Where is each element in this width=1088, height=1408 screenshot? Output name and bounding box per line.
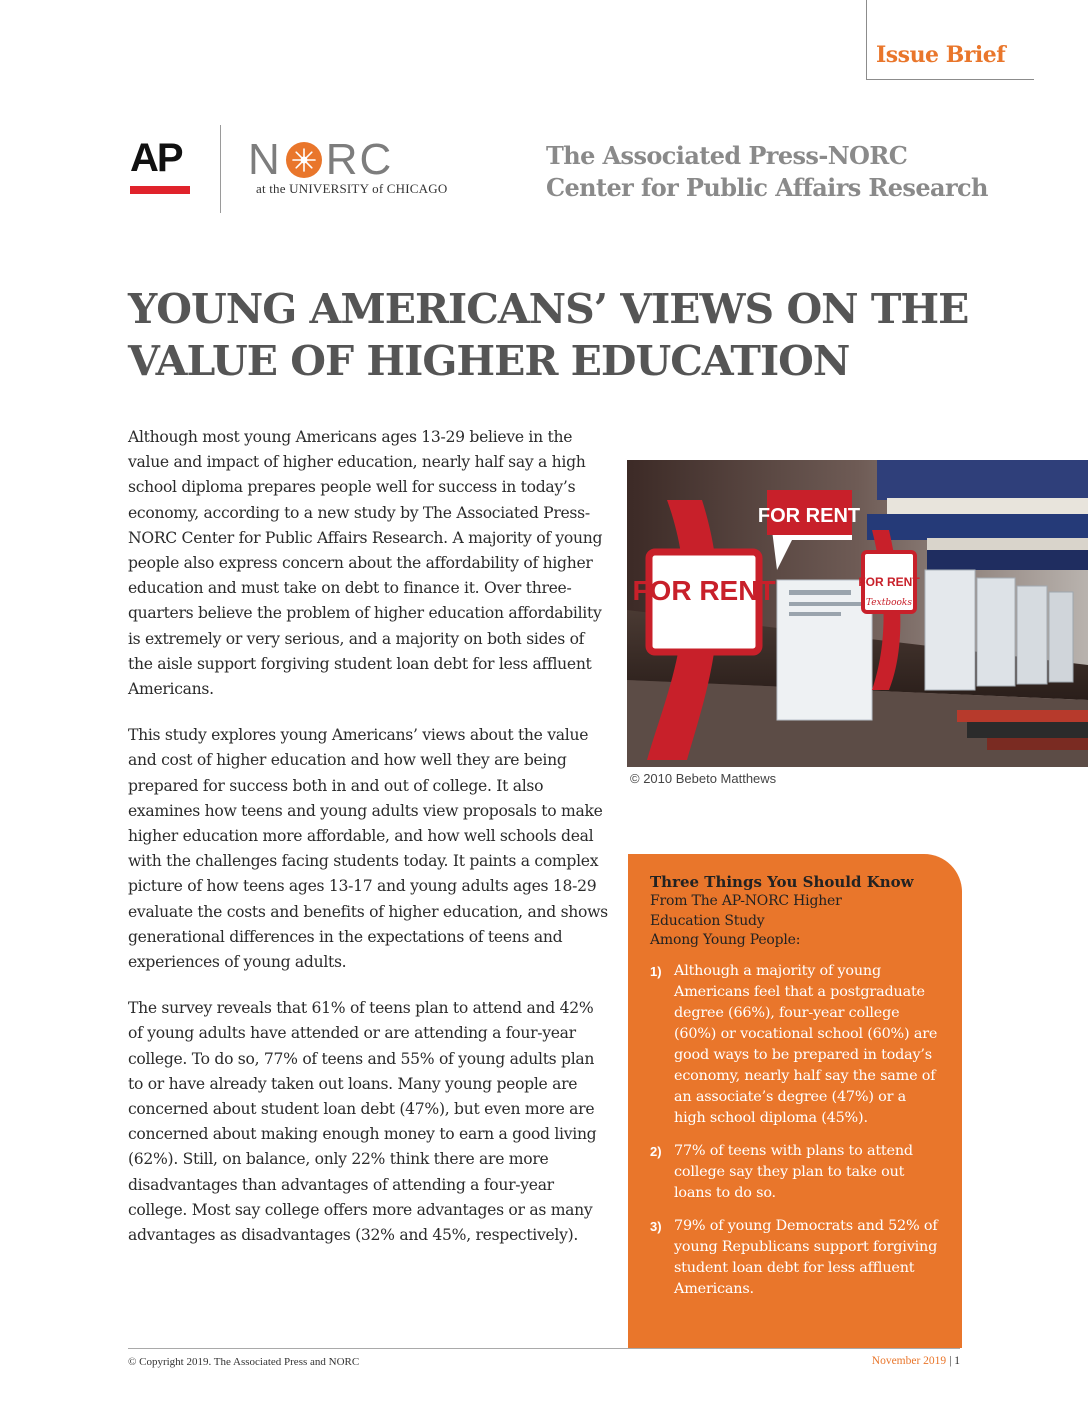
footer-rule [128, 1348, 960, 1349]
ap-logo [130, 138, 194, 198]
center-name [546, 140, 988, 204]
key-findings-list [650, 961, 940, 1300]
footer-separator: | [946, 1355, 955, 1367]
photo-sign-banner: FOR RENT [757, 505, 861, 527]
key-findings-subheading-line3: Among Young People: [650, 932, 801, 948]
key-finding-text: Although a majority of young Americans feel that a postgraduate degree (66%), four-year college (60%) or vocational school (60%) are good ways to be prepared in today’s economy, nearly half say the same of an associate’s degree (47%) or a high school diploma (45%). [674, 962, 938, 1126]
logo-divider [220, 125, 221, 213]
key-finding-text: 79% of young Democrats and 52% of young Republicans support forgiving student loan debt for less affluent Americans. [674, 1217, 938, 1297]
textbook-shelf-illustration [627, 460, 1088, 767]
page-title [128, 283, 1028, 387]
footer-copyright: © Copyright 2019. The Associated Press and NORC [128, 1356, 360, 1368]
body-paragraph-2: This study explores young Americans’ views about the value and cost of higher education and how well they are being prepared for success both in and out of college. It also examines how teens and young adults view proposals to make higher education more affordable, and how well schools deal with the challenges facing students today. It paints a complex picture of how teens ages 13-17 and young adults ages 18-29 evaluate the costs and benefits of higher education, and shows generational differences in the expectations of teens and experiences of young adults. [128, 726, 608, 972]
footer-page-info [872, 1355, 960, 1367]
key-finding-text: 77% of teens with plans to attend college say they plan to take out loans to do so. [674, 1142, 913, 1201]
norc-logo-n: N [248, 135, 282, 184]
photo-credit: © 2010 Bebeto Matthews [630, 771, 777, 786]
key-findings-heading: Three Things You Should Know [650, 873, 914, 891]
key-finding-number: 3) [650, 1218, 662, 1234]
key-findings-subheading-line2: Education Study [650, 912, 765, 929]
brief-tab-rule-horizontal [866, 79, 1034, 80]
ap-logo-text: AP [130, 136, 182, 180]
page-title-line1: YOUNG AMERICANS’ VIEWS ON THE [128, 285, 969, 333]
ap-logo-bar [130, 186, 190, 194]
photo-sign-script: Textbooks [866, 598, 912, 608]
key-finding-item [650, 961, 940, 1129]
photo-sign-large: FOR RENT [632, 575, 776, 606]
brief-tab-rule-vertical [866, 0, 867, 80]
page-number: 1 [954, 1355, 960, 1367]
key-finding-number: 2) [650, 1143, 662, 1159]
norc-starburst-icon [284, 140, 324, 180]
footer-date: November 2019 [871, 1355, 947, 1367]
issue-brief-label: Issue Brief [876, 42, 1006, 68]
key-finding-item [650, 1141, 940, 1204]
center-name-line2: Center for Public Affairs Research [546, 173, 988, 202]
body-paragraph-1: Although most young Americans ages 13-29 believe in the value and impact of higher education, nearly half say a high school diploma prepares people well for success in today’s economy, according to a new study by The Associated Press-NORC Center for Public Affairs Research. A majority of young people also express concern about the affordability of higher education and must take on debt to finance it. Over three-quarters believe the problem of higher education affordability is extremely or very serious, and a majority on both sides of the aisle support forgiving student loan debt for less affluent Americans. [128, 428, 603, 699]
key-findings-box [628, 854, 962, 1348]
body-paragraph-3: The survey reveals that 61% of teens plan to attend and 42% of young adults have attended or are attending a four-year college. To do so, 77% of teens and 55% of young adults plan to or have already taken out loans. Many young people are concerned about student loan debt (47%), but even more are concerned about making enough money to earn a good living (62%). Still, on balance, only 22% think there are more disadvantages than advantages of attending a four-year college. Most say college offers more advantages or as many advantages as disadvantages (32% and 45%, respectively). [128, 999, 597, 1245]
page-title-line2: VALUE OF HIGHER EDUCATION [128, 337, 850, 385]
photo-sign-small: FOR RENT [858, 575, 920, 589]
textbook-rental-photo [627, 460, 1088, 767]
center-name-line1: The Associated Press-NORC [546, 141, 908, 170]
key-finding-number: 1) [650, 963, 662, 979]
norc-logo [248, 135, 394, 184]
norc-logo-subtitle: at the UNIVERSITY of CHICAGO [256, 181, 448, 196]
key-findings-subheading-line1: From The AP-NORC Higher [650, 893, 842, 909]
key-finding-item [650, 1216, 940, 1300]
body-column [128, 425, 608, 1269]
norc-logo-rc: RC [325, 135, 394, 184]
